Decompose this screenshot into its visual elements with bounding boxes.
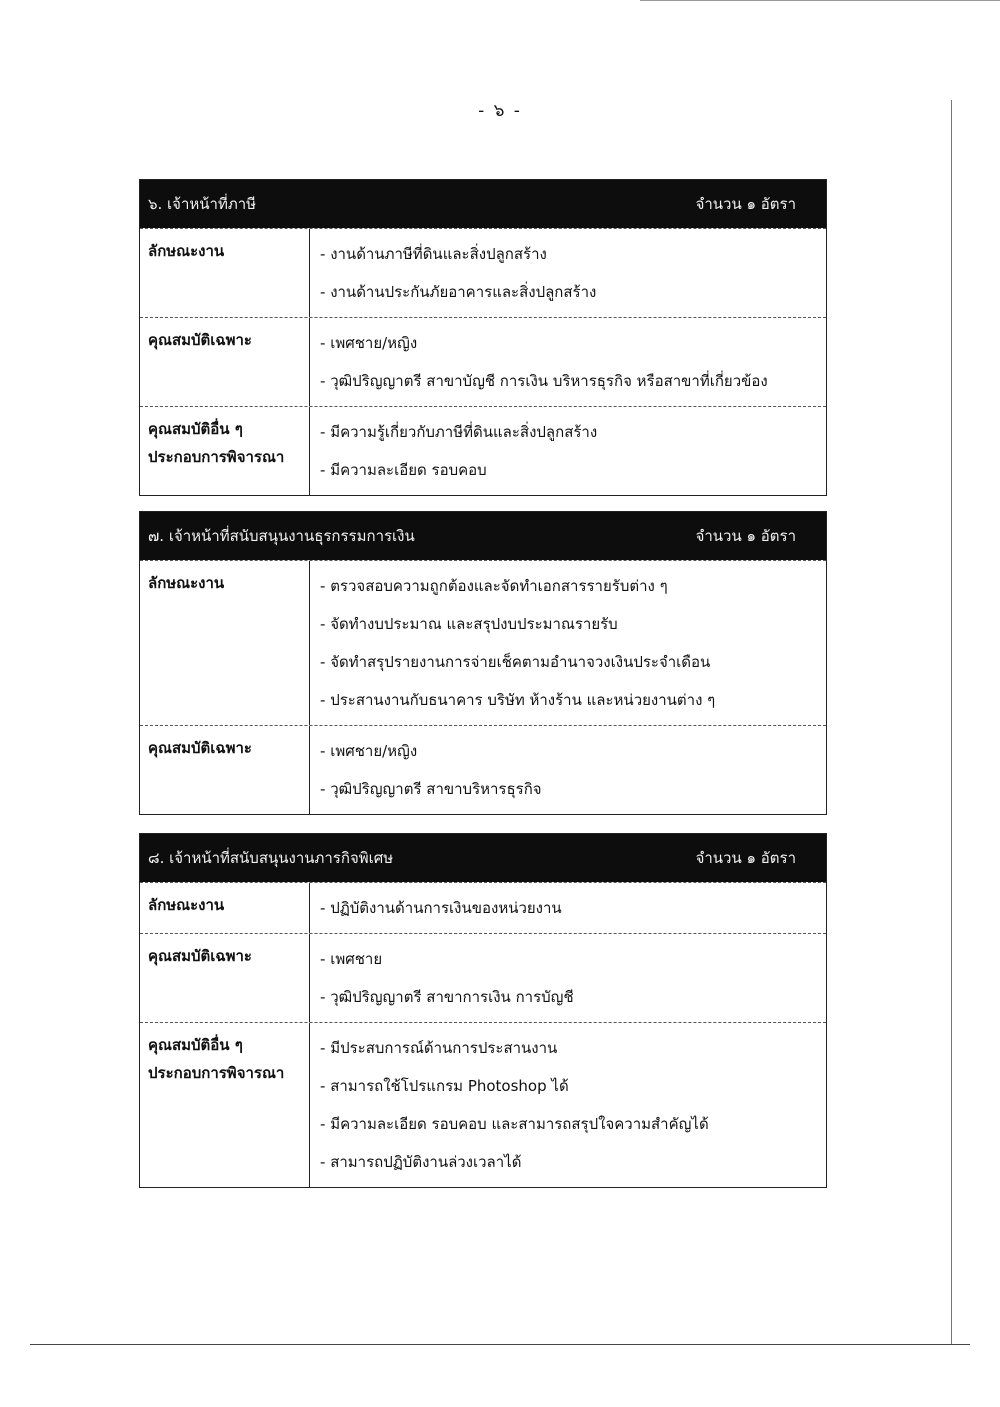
job-title: ๗. เจ้าหน้าที่สนับสนุนงานธุรกรรมการเงิน [148, 527, 415, 545]
page-number: - ๖ - [478, 101, 522, 121]
list-item: - จัดทำสรุปรายงานการจ่ายเช็คตามอำนาจวงเงินประจำเดือน [320, 643, 816, 681]
scan-edge-line-bottom [30, 1344, 970, 1345]
row-label-line: คุณสมบัติเฉพาะ [148, 331, 252, 349]
list-item: - งานด้านประกันภัยอาคารและสิ่งปลูกสร้าง [320, 273, 816, 311]
row-specific-qualifications [140, 317, 826, 406]
job-title: ๘. เจ้าหน้าที่สนับสนุนงานภารกิจพิเศษ [148, 849, 394, 867]
row-label-line: ประกอบการพิจารณา [148, 1064, 285, 1082]
row-label-line: ลักษณะงาน [148, 574, 225, 592]
row-label-line: ลักษณะงาน [148, 242, 225, 260]
list-item: - จัดทำงบประมาณ และสรุปงบประมาณรายรับ [320, 605, 816, 643]
list-item: - ตรวจสอบความถูกต้องและจัดทำเอกสารรายรับต่าง ๆ [320, 567, 816, 605]
row-job-description [140, 882, 826, 933]
row-label [140, 229, 310, 317]
list-item: - เพศชาย/หญิง [320, 324, 816, 362]
list-item: - มีความรู้เกี่ยวกับภาษีที่ดินและสิ่งปลูกสร้าง [320, 413, 816, 451]
list-item: - วุฒิปริญญาตรี สาขาบริหารธุรกิจ [320, 770, 816, 808]
row-label-line: ประกอบการพิจารณา [148, 448, 285, 466]
row-job-description [140, 560, 826, 725]
job-header [140, 512, 826, 560]
row-items [310, 934, 826, 1022]
row-other-qualifications [140, 406, 826, 495]
row-label [140, 407, 310, 495]
job-block-special-mission-officer [139, 833, 827, 1188]
list-item: - ประสานงานกับธนาคาร บริษัท ห้างร้าน และหน่วยงานต่าง ๆ [320, 681, 816, 719]
list-item: - มีความละเอียด รอบคอบ และสามารถสรุปใจความสำคัญได้ [320, 1105, 816, 1143]
scan-edge-line-right [951, 100, 952, 1345]
row-label-line: คุณสมบัติอื่น ๆ [148, 420, 243, 438]
row-label [140, 934, 310, 1022]
row-items [310, 883, 826, 933]
row-label-line: คุณสมบัติอื่น ๆ [148, 1036, 243, 1054]
job-title: ๖. เจ้าหน้าที่ภาษี [148, 195, 257, 213]
job-count: จำนวน ๑ อัตรา [695, 527, 796, 545]
row-items [310, 1023, 826, 1187]
job-header [140, 180, 826, 228]
list-item: - สามารถปฏิบัติงานล่วงเวลาได้ [320, 1143, 816, 1181]
row-items [310, 229, 826, 317]
job-block-financial-support-officer [139, 511, 827, 815]
row-specific-qualifications [140, 933, 826, 1022]
job-header [140, 834, 826, 882]
row-label-line: คุณสมบัติเฉพาะ [148, 947, 252, 965]
job-count: จำนวน ๑ อัตรา [695, 849, 796, 867]
row-items [310, 318, 826, 406]
list-item: - เพศชาย/หญิง [320, 732, 816, 770]
list-item: - สามารถใช้โปรแกรม Photoshop ได้ [320, 1067, 816, 1105]
row-label [140, 883, 310, 933]
row-job-description [140, 228, 826, 317]
list-item: - เพศชาย [320, 940, 816, 978]
job-count: จำนวน ๑ อัตรา [695, 195, 796, 213]
row-other-qualifications [140, 1022, 826, 1187]
scan-edge-line-top [640, 0, 1000, 1]
list-item: - ปฏิบัติงานด้านการเงินของหน่วยงาน [320, 889, 816, 927]
row-items [310, 726, 826, 814]
row-items [310, 407, 826, 495]
row-items [310, 561, 826, 725]
list-item: - วุฒิปริญญาตรี สาขาบัญชี การเงิน บริหารธุรกิจ หรือสาขาที่เกี่ยวข้อง [320, 362, 816, 400]
row-label [140, 726, 310, 814]
row-label [140, 1023, 310, 1187]
list-item: - งานด้านภาษีที่ดินและสิ่งปลูกสร้าง [320, 235, 816, 273]
list-item: - มีประสบการณ์ด้านการประสานงาน [320, 1029, 816, 1067]
row-label [140, 561, 310, 725]
row-label-line: ลักษณะงาน [148, 896, 225, 914]
list-item: - วุฒิปริญญาตรี สาขาการเงิน การบัญชี [320, 978, 816, 1016]
list-item: - มีความละเอียด รอบคอบ [320, 451, 816, 489]
job-block-tax-officer [139, 179, 827, 496]
row-label [140, 318, 310, 406]
row-label-line: คุณสมบัติเฉพาะ [148, 739, 252, 757]
row-specific-qualifications [140, 725, 826, 814]
